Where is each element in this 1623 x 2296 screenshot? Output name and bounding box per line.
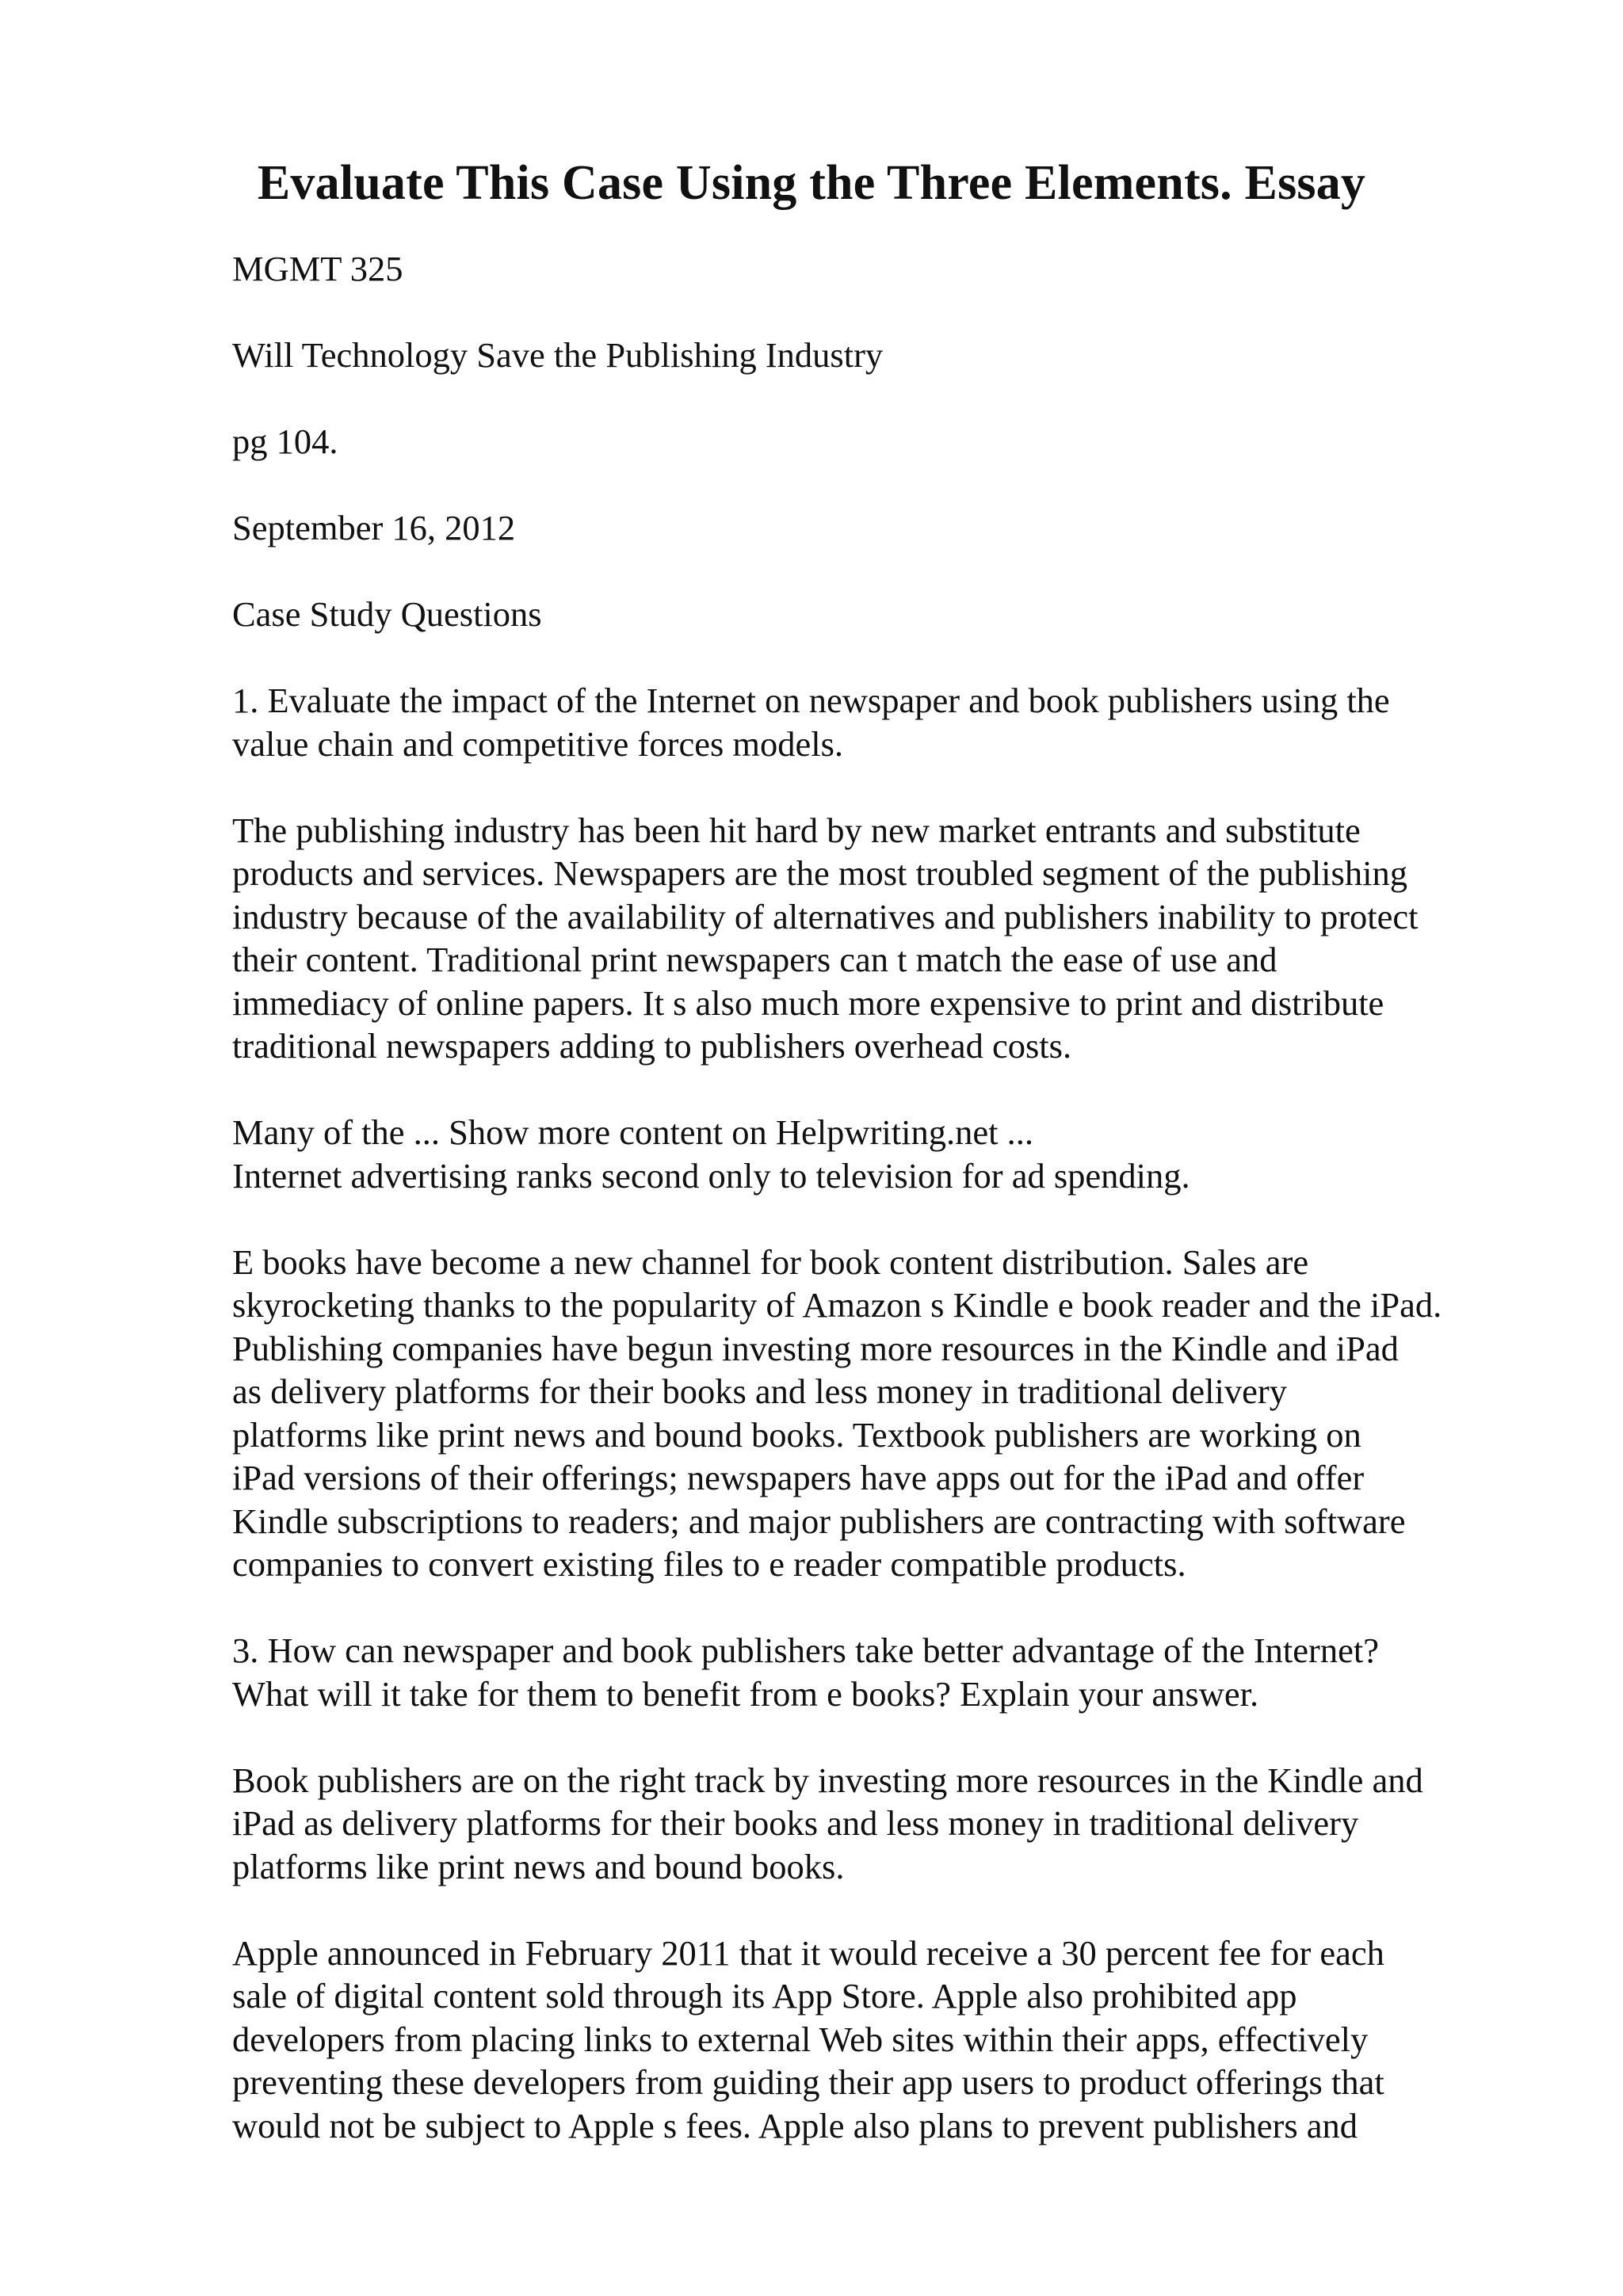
page-reference: pg 104.	[232, 421, 338, 461]
section-heading: Case Study Questions	[232, 594, 542, 634]
paragraph-question-3: 3. How can newspaper and book publishers take better advantage of the Internet? What will it take for them to benefit from e books? Explain your answer.	[232, 1630, 1379, 1714]
paragraph-ebooks: E books have become a new channel for book content distribution. Sales are skyrocketing thanks to the popularity of Amazon s Kindle e book reader and the iPad. Publishing companies have begun investing more resources in the Kindle and iPad as delivery platforms for their books and less money in traditional delivery platforms like print news and bound books. Textbook publishers are working on iPad versions of their offerings; newspapers have apps out for the iPad and offer Kindle subscriptions to readers; and major publishers are contracting with software companies to convert existing files to e reader compatible products.	[232, 1241, 1442, 1584]
document-body	[232, 247, 1516, 2191]
paragraph-question-1: 1. Evaluate the impact of the Internet on newspaper and book publishers using the value chain and competitive forces models.	[232, 681, 1390, 764]
document-title: Evaluate This Case Using the Three Elements. Essay	[257, 156, 1366, 210]
paragraph-show-more: Many of the ... Show more content on Helpwriting.net ... Internet advertising ranks second only to television for ad spending.	[232, 1112, 1190, 1196]
case-title: Will Technology Save the Publishing Industry	[232, 335, 884, 375]
course-code: MGMT 325	[232, 249, 403, 288]
paragraph-apple: Apple announced in February 2011 that it would receive a 30 percent fee for each sale of digital content sold through its App Store. Apple also prohibited app developers from placing links to external Web sites within their apps, effectively preventing these developers from guiding their app users to product offerings that would not be subject to Apple s fees. Apple also plans to prevent publishers and	[232, 1932, 1384, 2145]
paragraph-book-publishers: Book publishers are on the right track by investing more resources in the Kindle and iPad as delivery platforms for their books and less money in traditional delivery platforms like print news and bound books.	[232, 1760, 1423, 1886]
paragraph-publishing-industry: The publishing industry has been hit hard by new market entrants and substitute products and services. Newspapers are the most troubled segment of the publishing industry because of the availability of alternatives and publishers inability to protect their content. Traditional print newspapers can t match the ease of use and immediacy of online papers. It s also much more expensive to print and distribute traditional newspapers adding to publishers overhead costs.	[232, 810, 1419, 1066]
document-date: September 16, 2012	[232, 508, 516, 547]
